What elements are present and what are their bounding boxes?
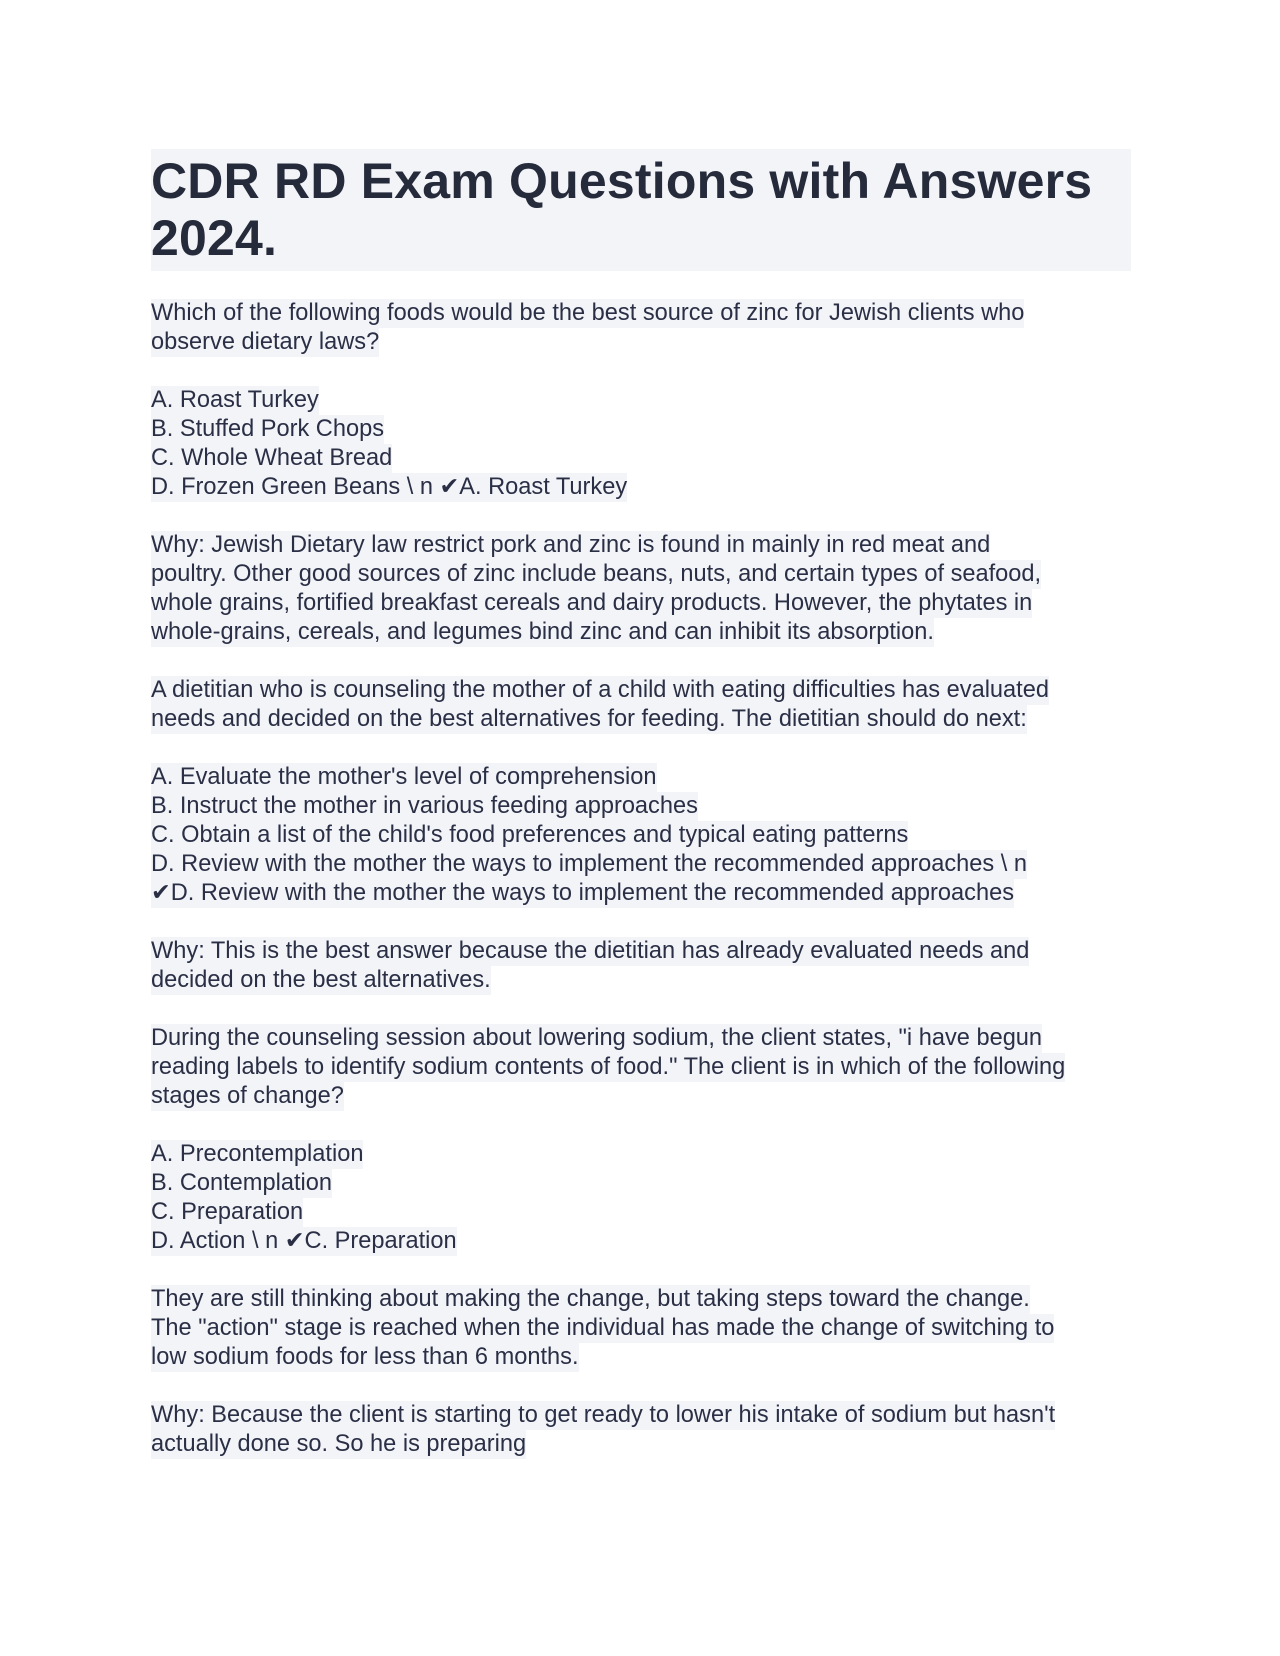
text-line: needs and decided on the best alternatives for feeding. The dietitian should do next: <box>151 706 1027 732</box>
answer-options <box>151 1140 1131 1256</box>
title-block <box>151 149 1131 271</box>
text-line: decided on the best alternatives. <box>151 967 491 993</box>
option-line: C. Preparation <box>151 1199 304 1225</box>
option-line: ✔D. Review with the mother the ways to implement the recommended approaches <box>151 880 1014 906</box>
paragraph <box>151 1285 1131 1372</box>
option-line: D. Action \ n ✔C. Preparation <box>151 1228 457 1254</box>
option-line: C. Whole Wheat Bread <box>151 445 393 471</box>
text-line: whole-grains, cereals, and legumes bind zinc and can inhibit its absorption. <box>151 619 934 645</box>
title-line: CDR RD Exam Questions with Answers <box>151 153 1093 209</box>
text-line: whole grains, fortified breakfast cereals and dairy products. However, the phytates in <box>151 590 1033 616</box>
text-line: low sodium foods for less than 6 months. <box>151 1344 579 1370</box>
page-title <box>151 153 1131 267</box>
text-line: They are still thinking about making the change, but taking steps toward the change. <box>151 1286 1030 1312</box>
option-line: B. Stuffed Pork Chops <box>151 416 385 442</box>
text-line: Why: Jewish Dietary law restrict pork and zinc is found in mainly in red meat and <box>151 532 991 558</box>
document-body <box>151 299 1131 1459</box>
title-line: 2024. <box>151 210 278 266</box>
option-line: C. Obtain a list of the child's food preferences and typical eating patterns <box>151 822 909 848</box>
document-page <box>151 149 1131 1488</box>
paragraph <box>151 531 1131 647</box>
answer-options <box>151 386 1131 502</box>
text-line: poultry. Other good sources of zinc include beans, nuts, and certain types of seafood, <box>151 561 1042 587</box>
paragraph <box>151 676 1131 734</box>
paragraph <box>151 299 1131 357</box>
option-line: D. Review with the mother the ways to implement the recommended approaches \ n <box>151 851 1028 877</box>
option-line: B. Contemplation <box>151 1170 332 1196</box>
paragraph <box>151 937 1131 995</box>
option-line: D. Frozen Green Beans \ n ✔A. Roast Turkey <box>151 474 628 500</box>
option-line: A. Evaluate the mother's level of comprehension <box>151 764 657 790</box>
text-line: Which of the following foods would be the best source of zinc for Jewish clients who <box>151 300 1025 326</box>
option-line: B. Instruct the mother in various feeding approaches <box>151 793 698 819</box>
text-line: actually done so. So he is preparing <box>151 1431 527 1457</box>
answer-options <box>151 763 1131 908</box>
text-line: The "action" stage is reached when the individual has made the change of switching to <box>151 1315 1055 1341</box>
text-line: reading labels to identify sodium contents of food." The client is in which of the following <box>151 1054 1066 1080</box>
text-line: During the counseling session about lowering sodium, the client states, "i have begun <box>151 1025 1043 1051</box>
option-line: A. Precontemplation <box>151 1141 364 1167</box>
option-line: A. Roast Turkey <box>151 387 319 413</box>
text-line: A dietitian who is counseling the mother of a child with eating difficulties has evaluated <box>151 677 1049 703</box>
text-line: Why: This is the best answer because the dietitian has already evaluated needs and <box>151 938 1030 964</box>
text-line: stages of change? <box>151 1083 344 1109</box>
paragraph <box>151 1401 1131 1459</box>
paragraph <box>151 1024 1131 1111</box>
text-line: observe dietary laws? <box>151 329 380 355</box>
text-line: Why: Because the client is starting to get ready to lower his intake of sodium but hasn't <box>151 1402 1056 1428</box>
